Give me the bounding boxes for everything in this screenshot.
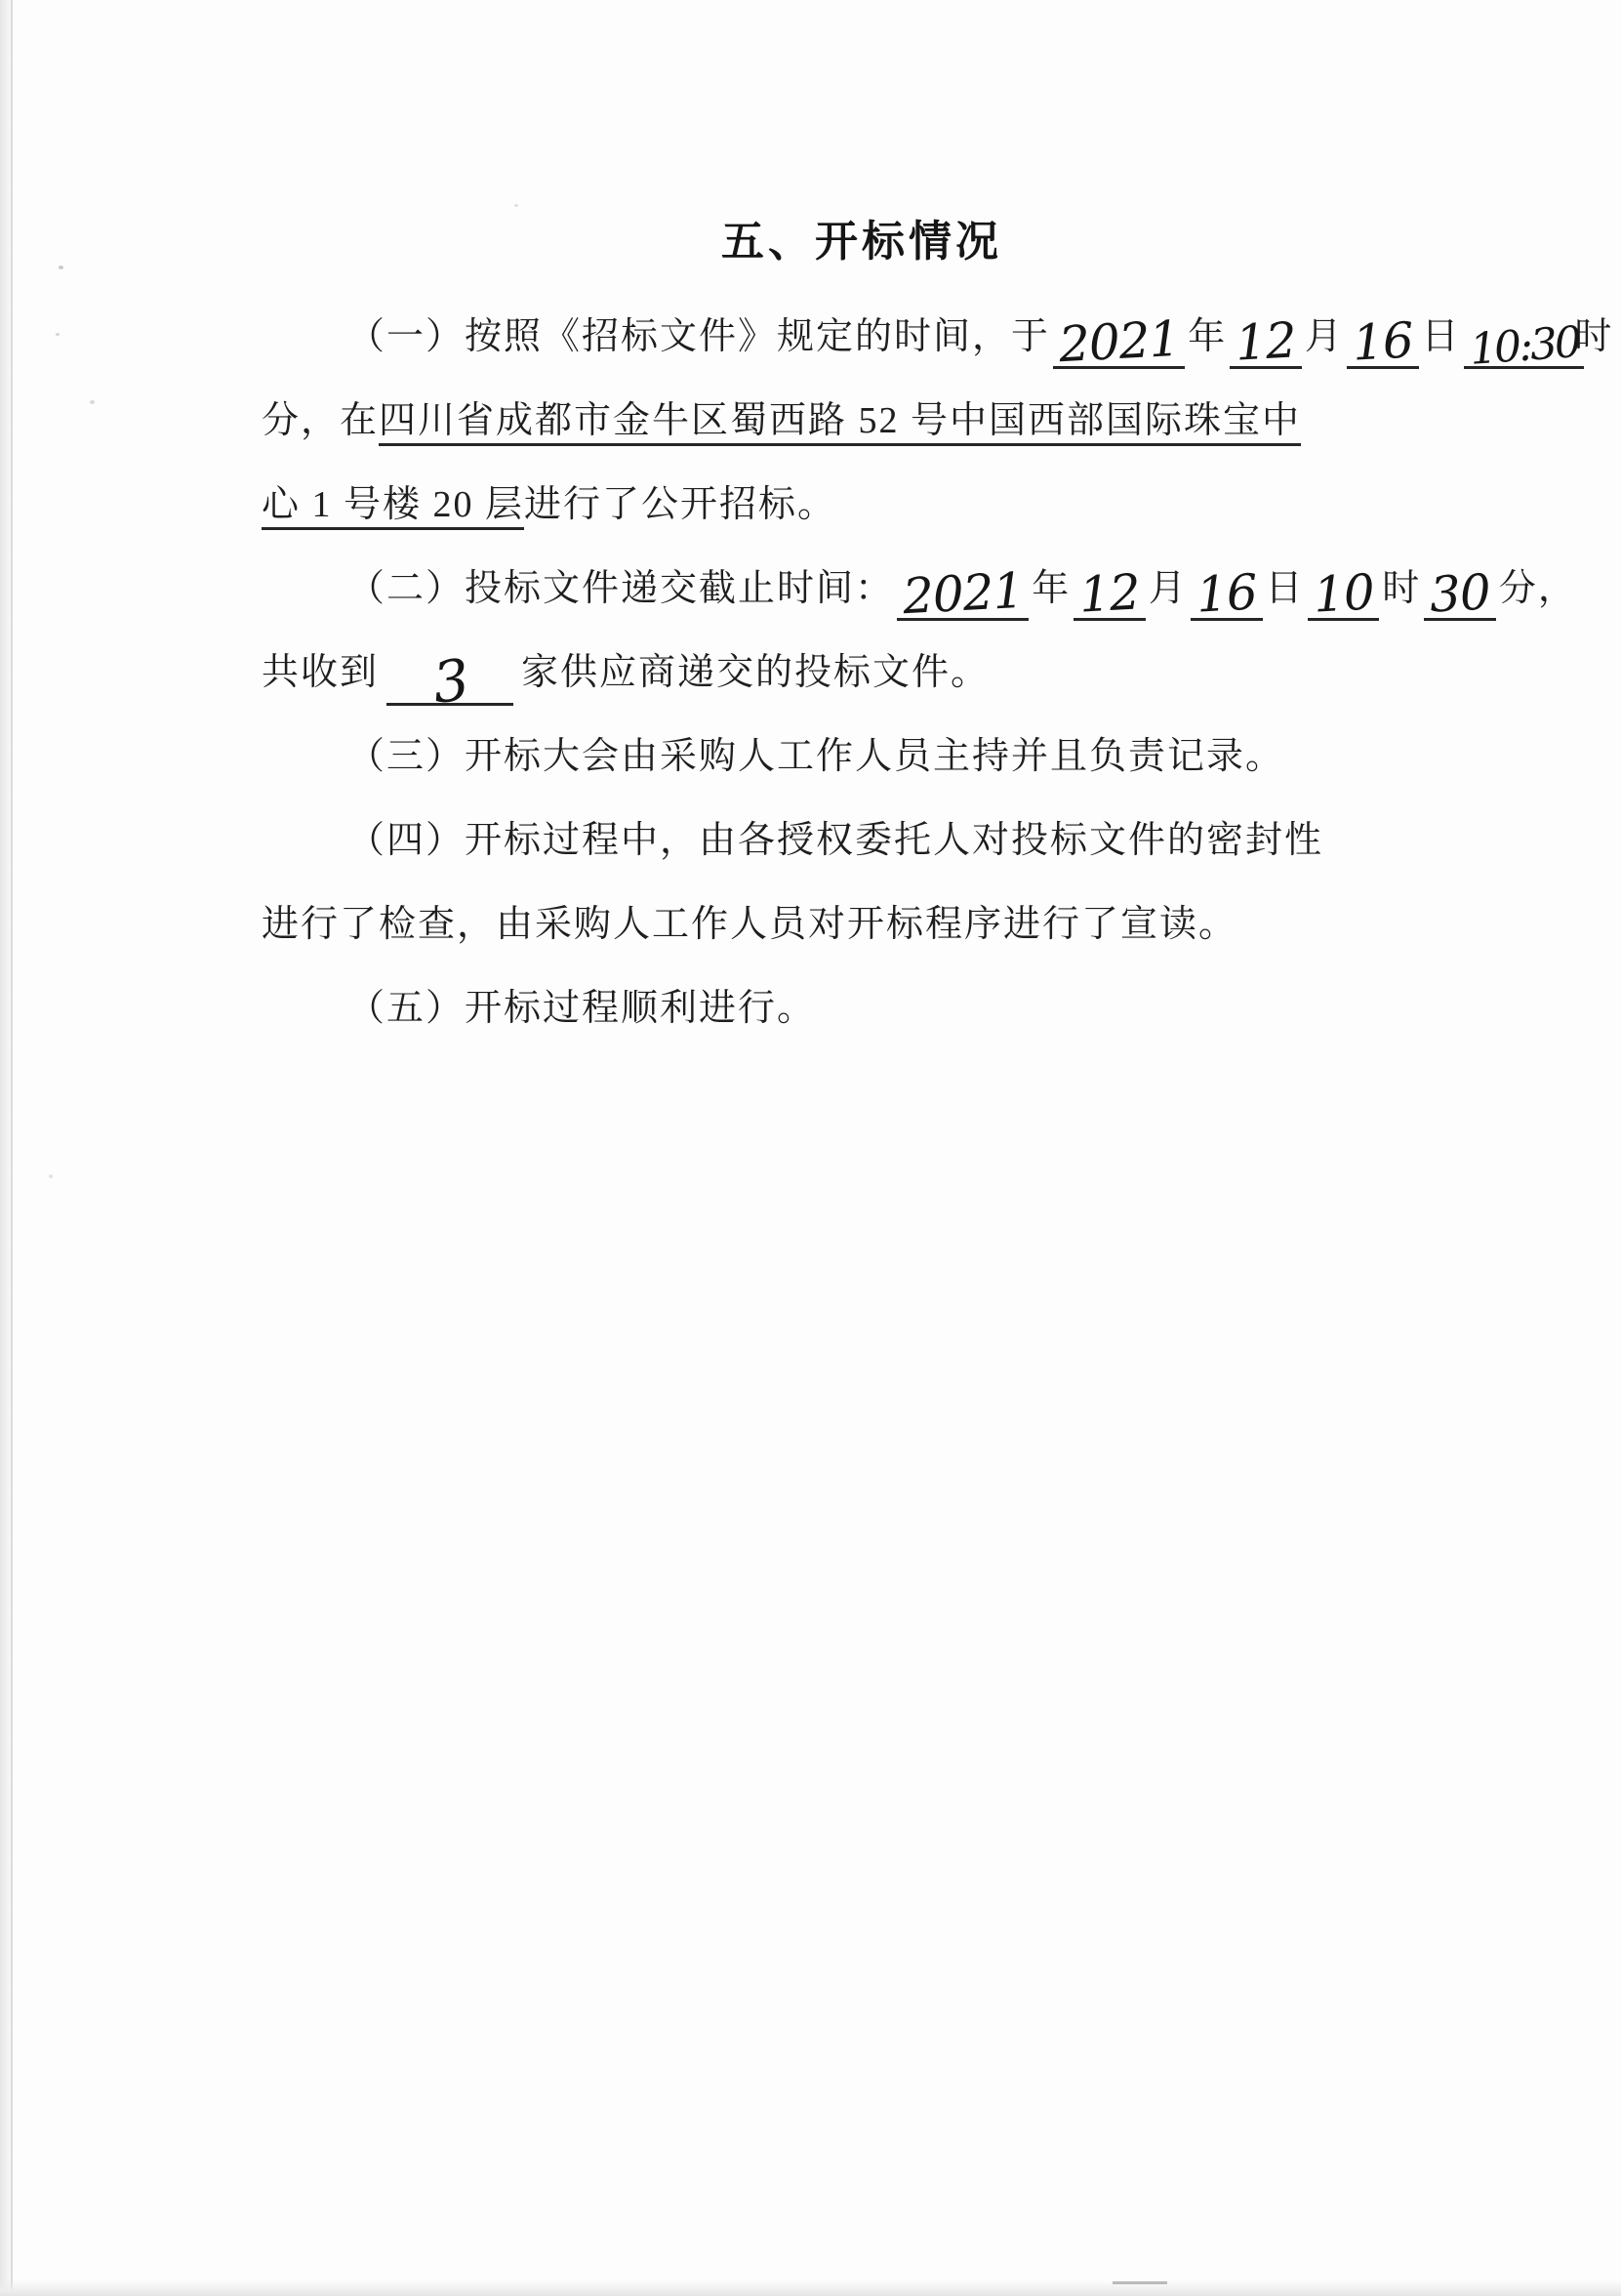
deadline-day-unit: 日 (1265, 568, 1305, 609)
scan-artifact-dash (1113, 2281, 1167, 2284)
handwritten-month: 12 (1234, 311, 1298, 372)
p4-line2-text: 进行了检查，由采购人工作人员对开标程序进行了宣读。 (262, 904, 1238, 945)
handwritten-deadline-year: 2021 (901, 561, 1025, 626)
day-blank (1347, 311, 1419, 372)
scan-edge-left-line (11, 0, 13, 2296)
paragraph-2-line-1 (262, 547, 1577, 631)
section-title: 五、开标情况 (721, 218, 1002, 266)
paragraph-1-line-2 (262, 379, 1462, 463)
p2-prefix-text: （二）投标文件递交截止时间： (347, 568, 895, 609)
address-underlined-part1: 四川省成都市金牛区蜀西路 52 号中国西部国际珠宝中 (379, 400, 1302, 441)
handwritten-time: 10:30 (1468, 317, 1581, 375)
supplier-count-blank (386, 646, 513, 717)
p1-line3-text: 进行了公开招标。 (524, 484, 837, 525)
paragraph-3 (262, 715, 1462, 799)
deadline-month-blank (1074, 563, 1146, 624)
p2-line2-prefix: 共收到 (262, 652, 380, 693)
scan-speck (59, 266, 63, 269)
month-unit: 月 (1304, 316, 1344, 357)
deadline-month-unit: 月 (1148, 568, 1188, 609)
handwritten-deadline-day: 16 (1195, 563, 1259, 624)
year-blank (1053, 309, 1185, 374)
deadline-hour-blank (1308, 563, 1380, 624)
handwritten-year: 2021 (1057, 309, 1181, 374)
deadline-year-blank (897, 561, 1029, 626)
handwritten-day: 16 (1351, 311, 1415, 372)
month-blank (1230, 311, 1302, 372)
p2-line2-suffix: 家供应商递交的投标文件。 (521, 652, 991, 693)
day-unit: 日 (1421, 316, 1461, 357)
paragraph-1-line-1 (262, 295, 1614, 379)
scan-edge-bottom (0, 2280, 1621, 2296)
p1-line2-text: 分，在 (262, 400, 380, 441)
scan-speck (49, 1174, 53, 1178)
paragraph-4-line-1 (262, 799, 1462, 882)
handwritten-deadline-minute: 30 (1428, 563, 1492, 624)
handwritten-deadline-month: 12 (1077, 563, 1142, 624)
year-unit: 年 (1188, 316, 1228, 357)
scan-speck (56, 333, 60, 336)
p4-line1-text: （四）开标过程中，由各授权委托人对投标文件的密封性 (347, 820, 1324, 861)
hour-unit: 时 (1574, 316, 1614, 357)
address-underlined-part2: 心 1 号楼 20 层 (262, 484, 525, 525)
scan-speck (90, 400, 95, 404)
p5-text: （五）开标过程顺利进行。 (347, 988, 817, 1029)
paragraph-4-line-2 (262, 882, 1462, 966)
paragraph-5 (262, 966, 1462, 1050)
document-body (262, 217, 1614, 1050)
handwritten-supplier-count: 3 (428, 646, 472, 717)
p1-prefix-text: （一）按照《招标文件》规定的时间，于 (347, 316, 1051, 357)
p3-text: （三）开标大会由采购人工作人员主持并且负责记录。 (347, 736, 1285, 777)
time-blank (1464, 317, 1585, 375)
scan-speck (514, 204, 518, 207)
deadline-day-blank (1191, 563, 1263, 624)
deadline-year-unit: 年 (1032, 568, 1072, 609)
paragraph-1-line-3 (262, 463, 1462, 547)
deadline-minute-blank (1424, 563, 1496, 624)
paragraph-2-line-2 (262, 631, 1462, 715)
handwritten-deadline-hour: 10 (1312, 563, 1375, 624)
deadline-hour-unit: 时 (1382, 568, 1422, 609)
deadline-minute-unit: 分， (1498, 568, 1577, 609)
